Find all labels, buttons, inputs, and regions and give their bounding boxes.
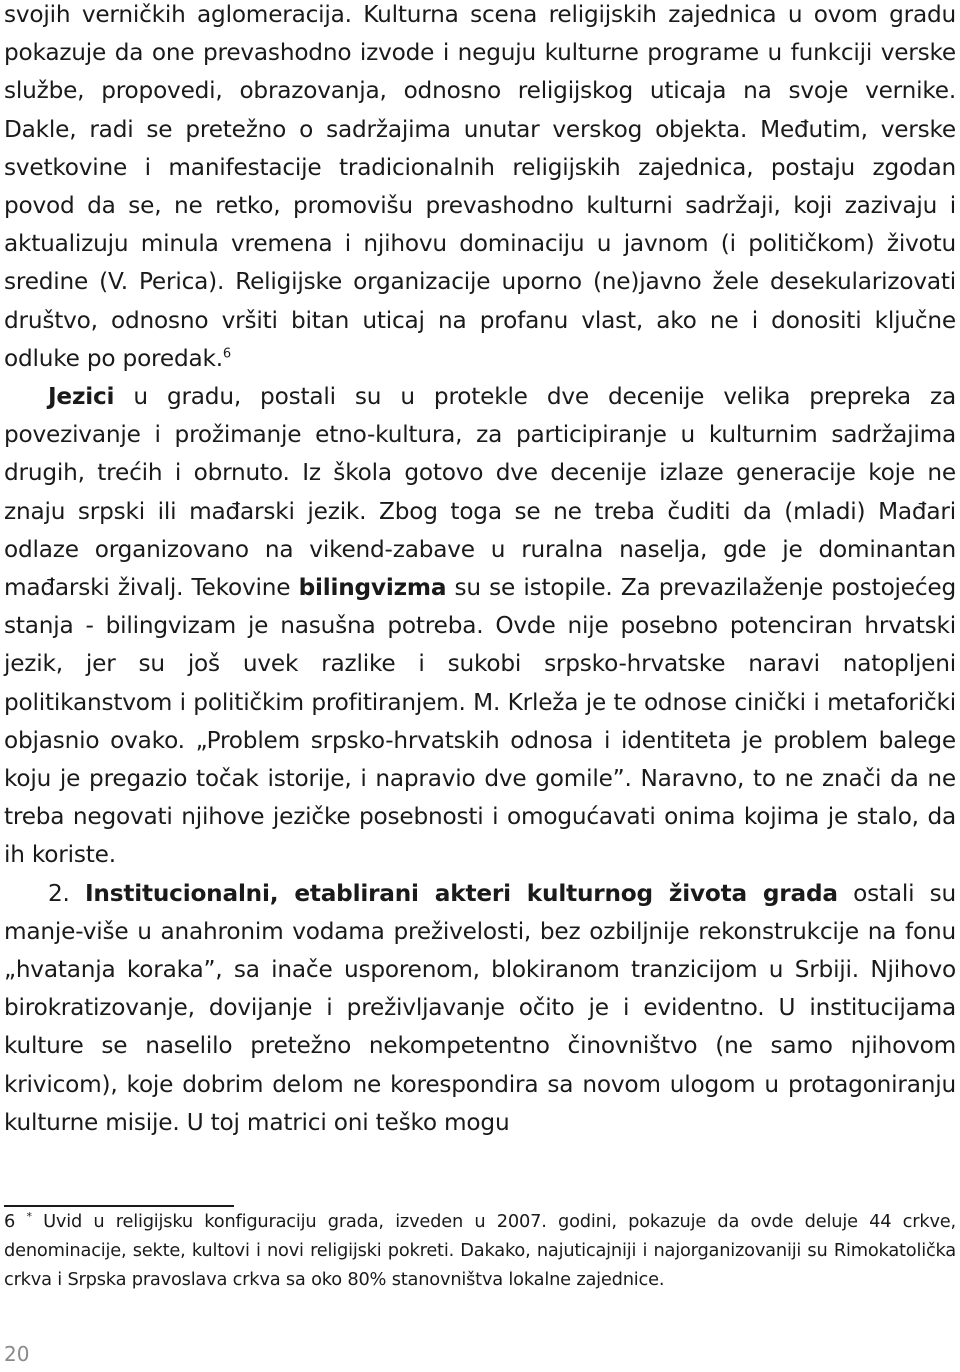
bold-heading-institutional: Institucionalni, etablirani akteri kulturnog života grada [85, 879, 838, 907]
paragraph-text: ostali su manje-više u anahronim vodama preživelosti, bez ozbiljnije rekonstrukcije na fonu „hvatanja koraka”, sa inače usporenom, blokiranom tranzicijom u Srbiji. Njihovo birokratizovanje, dovijanje i preživljavanje očito je i evidentno. U institucijama kulture se naselilo pretežno nekompetentno činovništvo (ne samo njihovom krivicom), koje dobrim delom ne korespondira sa novom ulogom u protagoniranju kulturne misije. U toj matrici oni teško mogu [4, 879, 956, 1136]
paragraph-institutional-actors [4, 875, 956, 1142]
paragraph-text: su se istopile. Za prevazilaženje postojećeg stanja - bilingvizam je nasušna potreba. Ovde nije posebno potenciran hrvatski jezik, jer su još uvek razlike i sukobi srpsko-hrvatske naravi natopljeni politikanstvom i političkim profitiranjem. M. Krleža je te odnose cinički i metaforički objasnio ovako. „Problem srpsko-hrvatskih odnosa i identiteta je problem balege koju je pregazio točak istorije, i napravio dve gomile”. Naravno, to ne znači da ne treba negovati njihove jezičke posebnosti i omogućavati onima kojima je stalo, da ih koriste. [4, 574, 956, 869]
paragraph-religious-communities [4, 0, 956, 378]
paragraph-text: u gradu, postali su u protekle dve decenije velika prepreka za povezivanje i prožimanje etno-kultura, za participiranje u kulturnim sadržajima drugih, trećih i obrnuto. Iz škola gotovo dve decenije izlaze generacije koje ne znaju srpski ili mađarski jezik. Zbog toga se ne treba čuditi da (mladi) Mađari odlaze organizovano na vikend-zabave u ruralna naselja, gde je dominantan mađarski živalj. Tekovine [4, 383, 956, 602]
bold-term-bilingvizma: bilingvizma [298, 574, 447, 602]
footnote-number: 6 [4, 1211, 16, 1232]
body-text [4, 0, 956, 1142]
paragraph-languages [4, 378, 956, 875]
footnote-text: Uvid u religijsku konfiguraciju grada, izveden u 2007. godini, pokazuje da ovde deluje 44 crkve, denominacije, sekte, kultovi i novi religijski pokreti. Dakako, najuticajniji i najorganizovaniji su Rimokatolička crkva i Srpska pravoslava crkva sa oko 80% stanovništva lokalne zajednice. [4, 1211, 956, 1290]
footnote-asterisk: * [26, 1210, 32, 1224]
page-number: 20 [4, 1342, 30, 1366]
footnote-text-block [4, 1207, 956, 1294]
paragraph-text: svojih verničkih aglomeracija. Kulturna scena religijskih zajednica u ovom gradu pokazuje da one prevashodno izvode i neguju kulturne programe u funkciji verske službe, propovedi, obrazovanja, odnosno religijskog uticaja na svoje vernike. Dakle, radi se pretežno o sadržajima unutar verskog objekta. Međutim, verske svetkovine i manifestacije tradicionalnih religijskih zajednica, postaju zgodan povod da se, ne retko, promovišu prevashodno kulturni sadržaji, koji zazivaju i aktualizuju minula vremena i njihovu dominaciju u javnom (i političkom) životu sredine (V. Perica). Religijske organizacije uporno (ne)javno žele desekularizovati društvo, odnosno vršiti bitan uticaj na profanu vlast, ako ne i donositi ključne odluke po poredak. [4, 1, 956, 372]
footnote-reference: 6 [222, 346, 231, 362]
list-number: 2. [48, 879, 85, 907]
footnote [4, 1207, 956, 1294]
bold-term-jezici: Jezici [48, 383, 115, 411]
